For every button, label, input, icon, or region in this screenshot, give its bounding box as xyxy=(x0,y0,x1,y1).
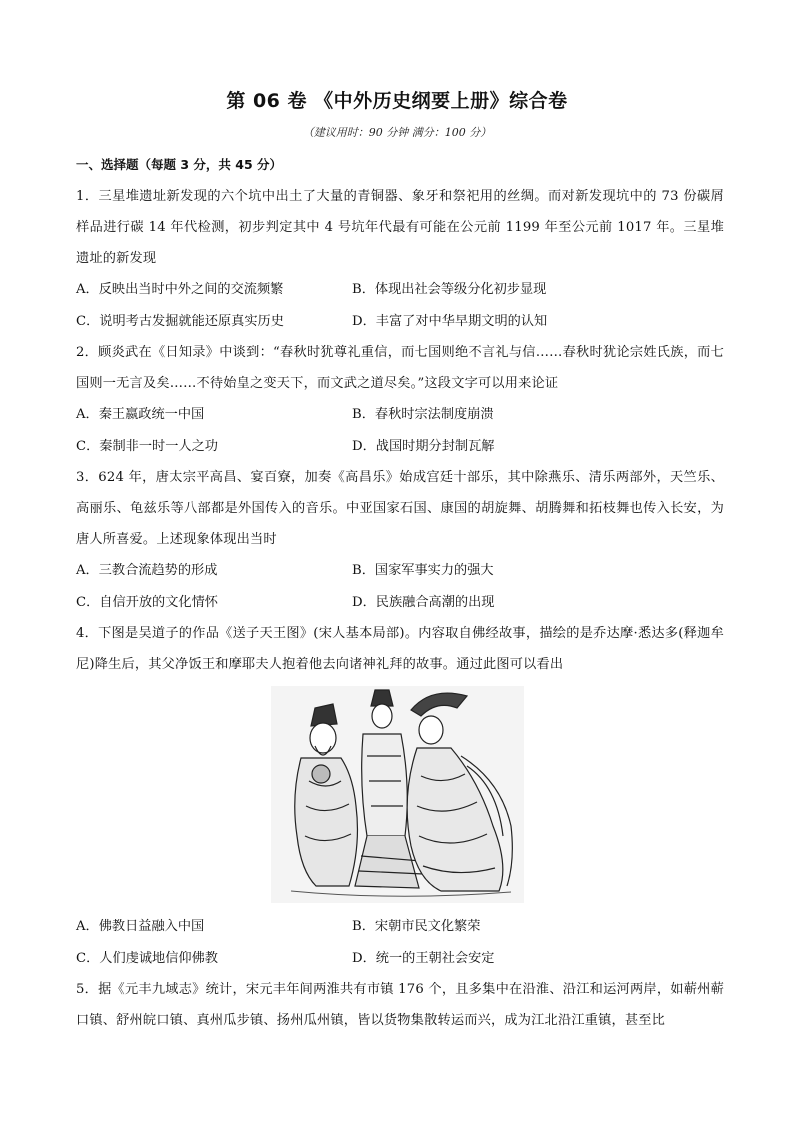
question-2 xyxy=(76,337,724,462)
question-stem: 1．三星堆遗址新发现的六个坑中出土了大量的青铜器、象牙和祭祀用的丝绸。而对新发现坑中的 73 份碳屑样品进行碳 14 年代检测，初步判定其中 4 号坑年代最有可能在公元前 1199 年至公元前 1017 年。三星堆遗址的新发现 xyxy=(76,189,724,266)
option-b: B．春秋时宗法制度崩溃 xyxy=(352,407,494,422)
question-4 xyxy=(76,618,724,974)
option-c: C．自信开放的文化情怀 xyxy=(76,594,218,610)
exam-title: 第 06 卷 《中外历史纲要上册》综合卷 xyxy=(226,90,568,112)
option-b: B．体现出社会等级分化初步显现 xyxy=(352,282,547,297)
option-c: C．秦制非一时一人之功 xyxy=(76,438,218,454)
exam-subtitle: （建议用时：90 分钟 满分：100 分） xyxy=(302,126,492,139)
option-c: C．人们虔诚地信仰佛教 xyxy=(76,950,218,966)
question-stem: 5．据《元丰九域志》统计，宋元丰年间两淮共有市镇 176 个，且多集中在沿淮、沿江和运河两岸，如蕲州蕲口镇、舒州皖口镇、真州瓜步镇、扬州瓜州镇，皆以货物集散转运而兴，成为江北沿江重镇，甚至比 xyxy=(76,982,724,1028)
option-d: D．丰富了对中华早期文明的认知 xyxy=(352,313,548,329)
option-list xyxy=(76,399,724,462)
option-d: D．战国时期分封制瓦解 xyxy=(352,438,495,454)
question-list xyxy=(76,181,724,1036)
question-stem: 3．624 年，唐太宗平高昌、宴百寮，加奏《高昌乐》始成宫廷十部乐，其中除燕乐、清乐两部外，天竺乐、高丽乐、龟兹乐等八部都是外国传入的音乐。中亚国家石国、康国的胡旋舞、胡腾舞和拓枝舞也传入长安，为唐人所喜爱。上述现象体现出当时 xyxy=(76,470,724,547)
question-5 xyxy=(76,974,724,1036)
option-c: C．说明考古发掘就能还原真实历史 xyxy=(76,313,284,329)
painting-figures-image xyxy=(271,686,524,903)
section-heading: 一、选择题（每题 3 分，共 45 分） xyxy=(76,157,283,172)
option-d: D．统一的王朝社会安定 xyxy=(352,950,495,966)
option-b: B．宋朝市民文化繁荣 xyxy=(352,919,481,934)
option-a: A．三教合流趋势的形成 xyxy=(76,563,218,578)
question-stem: 4．下图是吴道子的作品《送子天王图》(宋人基本局部)。内容取自佛经故事，描绘的是乔达摩·悉达多(释迦牟尼)降生后，其父净饭王和摩耶夫人抱着他去向诸神礼拜的故事。通过此图可以看出 xyxy=(76,626,724,672)
painting-illustration xyxy=(271,686,524,903)
option-a: A．反映出当时中外之间的交流频繁 xyxy=(76,282,284,297)
question-stem: 2．顾炎武在《日知录》中谈到：“春秋时犹尊礼重信，而七国则绝不言礼与信……春秋时犹论宗姓氏族，而七国则一无言及矣……不待始皇之变天下，而文武之道尽矣。”这段文字可以用来论证 xyxy=(76,345,724,391)
question-3 xyxy=(76,462,724,618)
option-b: B．国家军事实力的强大 xyxy=(352,563,494,578)
option-d: D．民族融合高潮的出现 xyxy=(352,594,495,610)
option-a: A．秦王嬴政统一中国 xyxy=(76,407,205,422)
question-1 xyxy=(76,181,724,337)
option-a: A．佛教日益融入中国 xyxy=(76,919,205,934)
option-list xyxy=(76,555,724,618)
option-list xyxy=(76,274,724,337)
option-list xyxy=(76,911,724,974)
